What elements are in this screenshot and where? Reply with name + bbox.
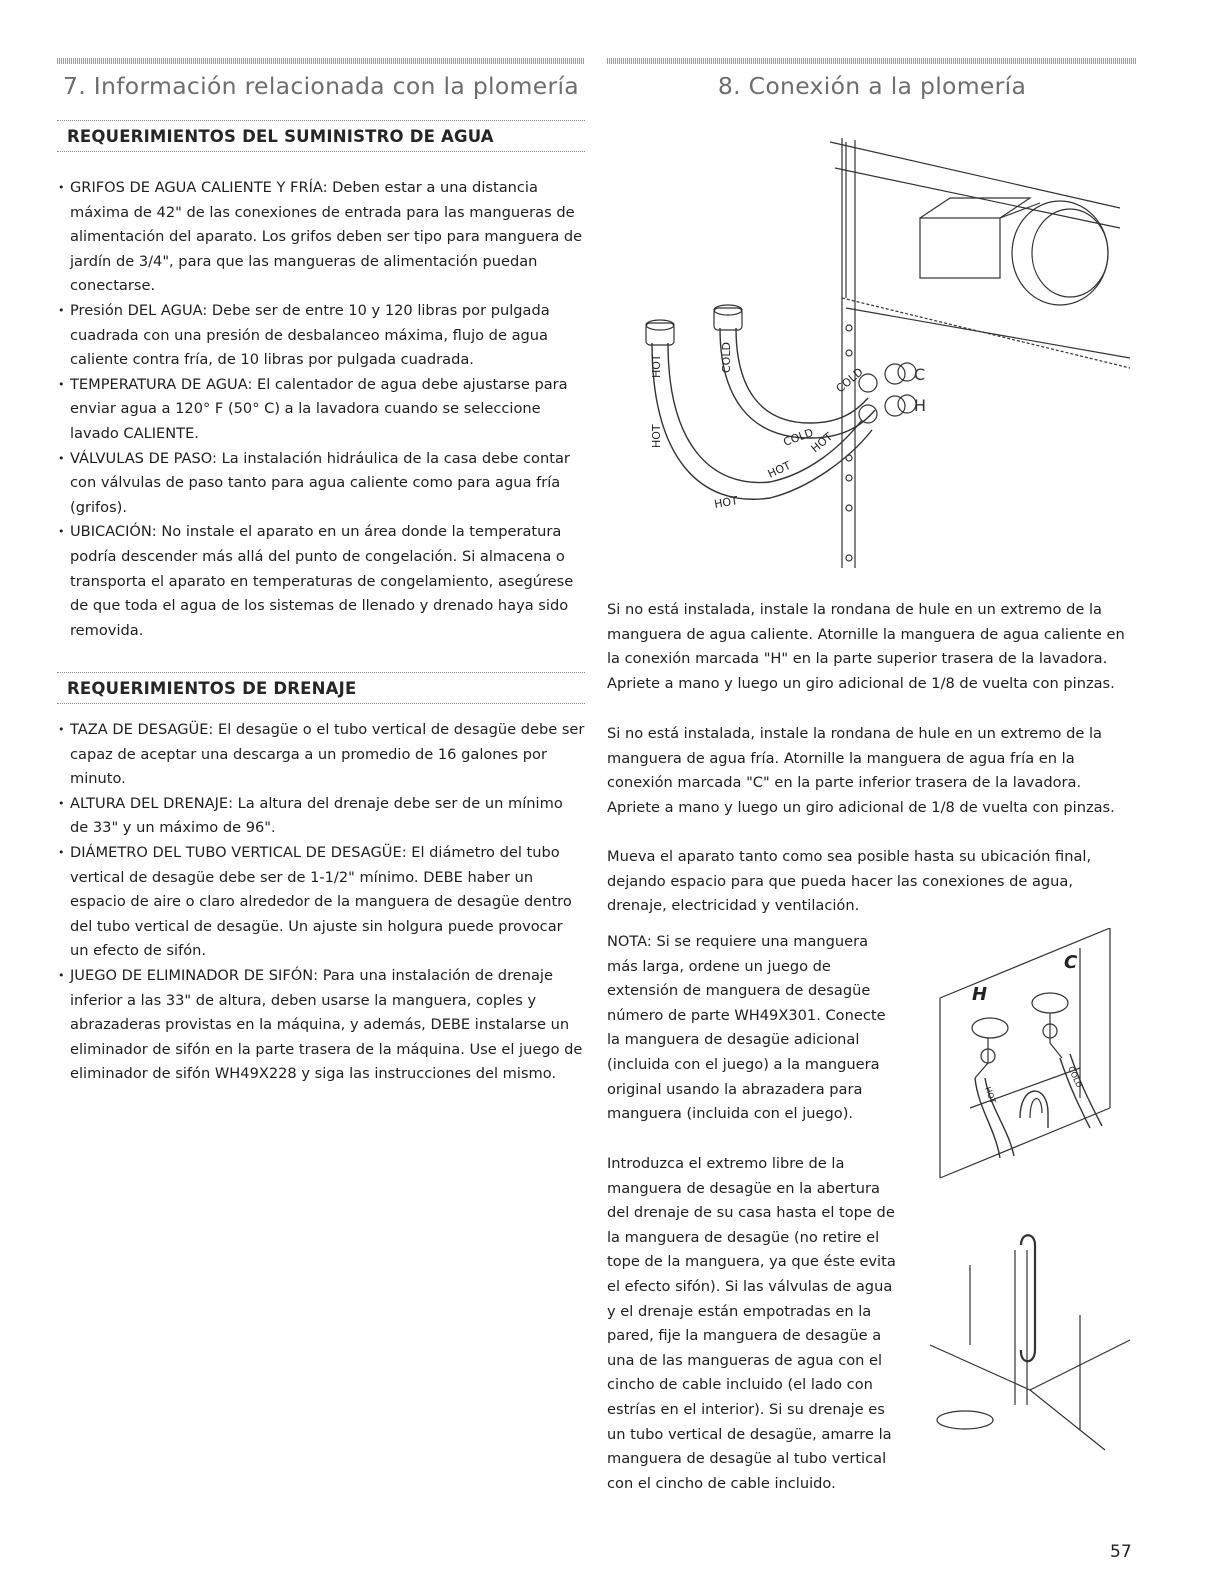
list-item: • DIÁMETRO DEL TUBO VERTICAL DE DESAGÜE: El diámetro del tubo vertical de desagüe debe ser de 1-1/2" mínimo. DEBE haber un espacio de aire o claro alrededor de la manguera de desagüe dentro del tubo vertical de desagüe. Un ajuste sin holgura puede provocar un efecto de sifón. <box>57 841 585 964</box>
cold-faucet-label: C <box>1064 952 1078 973</box>
water-supply-heading: REQUERIMIENTOS DEL SUMINISTRO DE AGUA <box>67 127 494 146</box>
water-supply-heading-block <box>57 120 585 152</box>
hot-hose-label: HOT <box>650 354 663 378</box>
drain-instructions-paragraph: Introduzca el extremo libre de la manguera de desagüe en la abertura del drenaje de su casa hasta el tope de la manguera de desagüe (no retire el tope de la manguera, ya que éste evita el efecto sifón). Si las válvulas de agua y el drenaje están empotradas en la pared, fije la manguera de desagüe a una de las mangueras de agua con el cincho de cable incluido (el lado con estrías en el interior). Si su drenaje es un tubo vertical de desagüe, amarre la manguera de desagüe al tubo vertical con el cincho de cable incluido. <box>607 1155 896 1492</box>
cold-hose-label: COLD <box>833 365 866 396</box>
section-8-title: 8. Conexión a la plomería <box>717 72 1027 100</box>
hot-connection-label: H <box>914 396 927 415</box>
list-item: • VÁLVULAS DE PASO: La instalación hidráulica de la casa debe contar con válvulas de paso tanto para agua caliente como para agua fría (grifos). <box>57 447 585 521</box>
hose-connection-figure <box>610 128 1130 578</box>
list-item: • TAZA DE DESAGÜE: El desagüe o el tubo vertical de desagüe debe ser capaz de aceptar una descarga a un promedio de 16 galones por minuto. <box>57 718 585 792</box>
list-item: • ALTURA DEL DRENAJE: La altura del drenaje debe ser de un mínimo de 33" y un máximo de 96". <box>57 792 585 841</box>
hot-hose-paragraph: Si no está instalada, instale la rondana de hule en un extremo de la manguera de agua caliente. Atornille la manguera de agua caliente en la conexión marcada "H" en la parte superior trasera de la lavadora. Apriete a mano y luego un giro adicional de 1/8 de vuelta con pinzas. <box>607 601 1125 692</box>
drain-heading: REQUERIMIENTOS DE DRENAJE <box>67 679 357 698</box>
drain-list <box>57 718 585 1087</box>
divider <box>57 672 585 673</box>
divider <box>57 703 585 704</box>
cold-hose-label: COLD <box>1066 1065 1084 1090</box>
cold-hose-label: COLD <box>781 426 816 449</box>
section-7-header-bar <box>57 58 585 64</box>
section-8-header-bar <box>607 58 1137 64</box>
divider <box>57 151 585 152</box>
hot-hose-label: HOT <box>983 1085 998 1105</box>
cold-connection-label: C <box>914 365 926 384</box>
recessed-faucets-figure <box>930 928 1130 1188</box>
water-supply-list <box>57 176 585 643</box>
hot-hose-label: HOT <box>713 494 739 511</box>
list-item: • GRIFOS DE AGUA CALIENTE Y FRÍA: Deben estar a una distancia máxima de 42" de las conexiones de entrada para las mangueras de alimentación del aparato. Los grifos deben ser tipo para manguera de jardín de 3/4", para que las mangueras de alimentación puedan conectarse. <box>57 176 585 299</box>
cold-hose-paragraph: Si no está instalada, instale la rondana de hule en un extremo de la manguera de agua fría. Atornille la manguera de agua fría en la conexión marcada "C" en la parte inferior trasera de la lavadora. Apriete a mano y luego un giro adicional de 1/8 de vuelta con pinzas. <box>607 725 1115 816</box>
hot-hose-label: HOT <box>808 430 836 456</box>
list-item: • UBICACIÓN: No instale el aparato en un área donde la temperatura podría descender más allá del punto de congelación. Si almacena o transporta el aparato en temperaturas de congelamiento, asegúrese de que toda el agua de los sistemas de llenado y drenado haya sido removida. <box>57 520 585 643</box>
page-number: 57 <box>1110 1542 1132 1562</box>
hot-hose-label: HOT <box>650 424 663 448</box>
drain-heading-block <box>57 672 585 704</box>
divider <box>57 120 585 121</box>
list-item: • TEMPERATURA DE AGUA: El calentador de agua debe ajustarse para enviar agua a 120° F (50° C) a la lavadora cuando se seleccione lavado CALIENTE. <box>57 373 585 447</box>
list-item: • Presión DEL AGUA: Debe ser de entre 10 y 120 libras por pulgada cuadrada con una presión de desbalanceo máxima, flujo de agua caliente contra fría, de 10 libras por pulgada cuadrada. <box>57 299 585 373</box>
section-7-title: 7. Información relacionada con la plomería <box>63 72 579 100</box>
hot-faucet-label: H <box>972 984 988 1005</box>
hot-hose-label: HOT <box>765 458 793 481</box>
note-paragraph: NOTA: Si se requiere una manguera más larga, ordene un juego de extensión de manguera de desagüe número de parte WH49X301. Conecte la manguera de desagüe adicional (incluida con el juego) a la manguera original usando la abrazadera para manguera (incluida con el juego). <box>607 933 886 1123</box>
cold-hose-label: COLD <box>720 342 733 373</box>
standpipe-figure <box>925 1230 1135 1455</box>
move-appliance-paragraph: Mueva el aparato tanto como sea posible hasta su ubicación final, dejando espacio para que pueda hacer las conexiones de agua, drenaje, electricidad y ventilación. <box>607 848 1092 915</box>
list-item: • JUEGO DE ELIMINADOR DE SIFÓN: Para una instalación de drenaje inferior a las 33" de altura, deben usarse la manguera, coples y abrazaderas provistas en la máquina, y además, DEBE instalarse un eliminador de sifón en la parte trasera de la máquina. Use el juego de eliminador de sifón WH49X228 y siga las instrucciones del mismo. <box>57 964 585 1087</box>
